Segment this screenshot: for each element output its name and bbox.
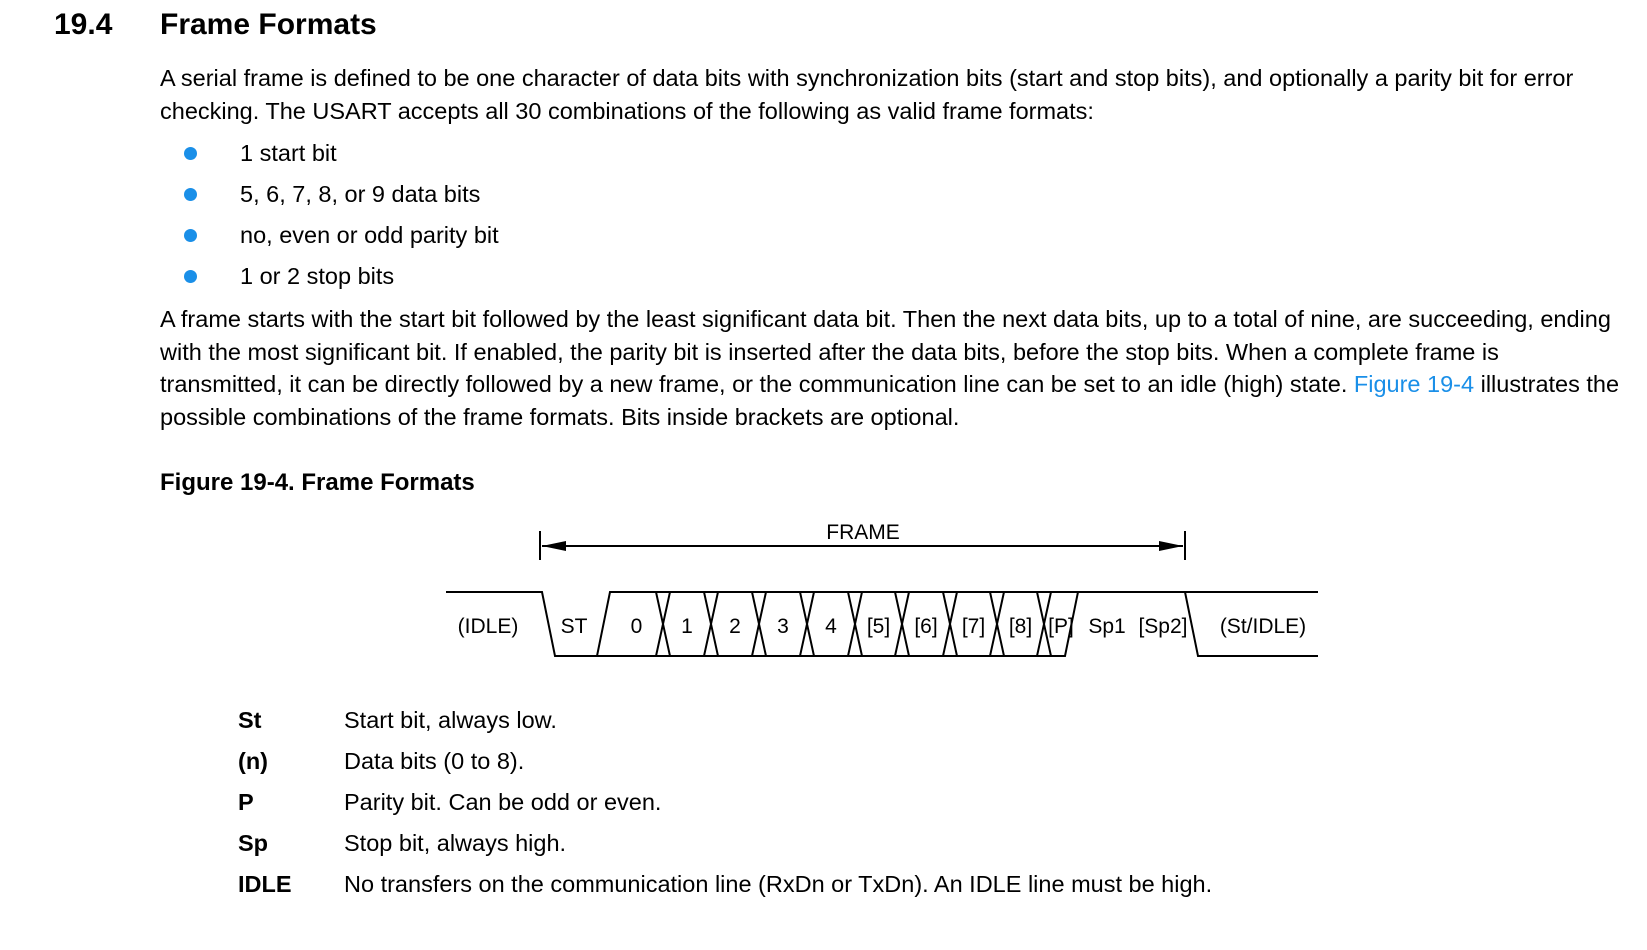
legend-term: P [238, 789, 254, 815]
legend-row [238, 782, 1212, 823]
legend-term: St [238, 707, 262, 733]
data-bit-label: [8] [1008, 615, 1033, 638]
idle-right-label: (St/IDLE) [1219, 615, 1307, 638]
legend-description: Parity bit. Can be odd or even. [344, 789, 662, 815]
list-item-label: 1 or 2 stop bits [240, 263, 395, 289]
legend [238, 700, 1212, 905]
body-text-after-link: illustrates the possible combinations of the frame formats. Bits inside brackets are optional. [160, 371, 1620, 430]
intro-paragraph: A serial frame is defined to be one character of data bits with synchronization bits (start and stop bits), and optionally a parity bit for error checking. The USART accepts all 30 combinations of the following as valid frame formats: [160, 65, 1574, 124]
bit-transition-cross [656, 592, 670, 656]
list-item-label: no, even or odd parity bit [240, 222, 499, 248]
section-number: 19.4 [54, 8, 113, 41]
legend-row [238, 741, 1212, 782]
data-bit-label: 3 [777, 615, 789, 638]
frame-label: FRAME [826, 521, 900, 544]
bit-transition-cross [752, 592, 766, 656]
bit-transition-crosses [656, 592, 1051, 656]
stop-bit-1-label: Sp1 [1088, 615, 1126, 638]
bit-transition-cross [895, 592, 909, 656]
data-bit-label: 1 [681, 615, 693, 638]
frame-arrow-right-icon [1159, 541, 1183, 551]
frame-arrow-left-icon [542, 541, 566, 551]
data-bit-label: [7] [961, 615, 986, 638]
legend-term: Sp [238, 830, 269, 856]
bit-transition-cross [704, 592, 718, 656]
legend-description: Start bit, always low. [344, 707, 557, 733]
stop-bit-2-label: [Sp2] [1138, 615, 1188, 638]
bit-transition-cross [800, 592, 814, 656]
data-bit-label: 0 [630, 615, 643, 638]
bit-transition-cross [848, 592, 862, 656]
legend-row [238, 864, 1212, 905]
legend-row [238, 700, 1212, 741]
legend-description: Stop bit, always high. [344, 830, 567, 856]
bit-transition-cross [943, 592, 957, 656]
section-title: Frame Formats [160, 8, 377, 41]
data-bit-label: 4 [825, 615, 837, 638]
list-item-label: 1 start bit [240, 140, 337, 166]
data-bit-label: [5] [866, 615, 891, 638]
bit-transition-cross [990, 592, 1004, 656]
legend-row [238, 823, 1212, 864]
list-item-label: 5, 6, 7, 8, or 9 data bits [240, 181, 481, 207]
start-bit-label: ST [560, 615, 588, 638]
legend-description: Data bits (0 to 8). [344, 748, 525, 774]
legend-term: (n) [238, 748, 269, 774]
data-bit-label: 2 [729, 615, 741, 638]
figure-caption: Figure 19-4. Frame Formats [160, 469, 475, 496]
body-text-before-link: A frame starts with the start bit followed by the least significant data bit. Then the next data bits, up to a total of nine, are succeeding, ending with the most significant bit. If enabled, the parity bit is inserted after the data bits, before the stop bits. When a complete frame is transmitted, it can be directly followed by a new frame, or the communication line can be set to an idle (high) state. [160, 306, 1611, 397]
legend-description: No transfers on the communication line (RxDn or TxDn). An IDLE line must be high. [344, 871, 1213, 897]
legend-term: IDLE [238, 871, 292, 897]
data-bit-label: [6] [914, 615, 938, 638]
figure-link[interactable]: Figure 19-4 [1353, 371, 1475, 397]
data-bit-label: [P] [1048, 615, 1074, 638]
idle-left-label: (IDLE) [457, 615, 519, 638]
